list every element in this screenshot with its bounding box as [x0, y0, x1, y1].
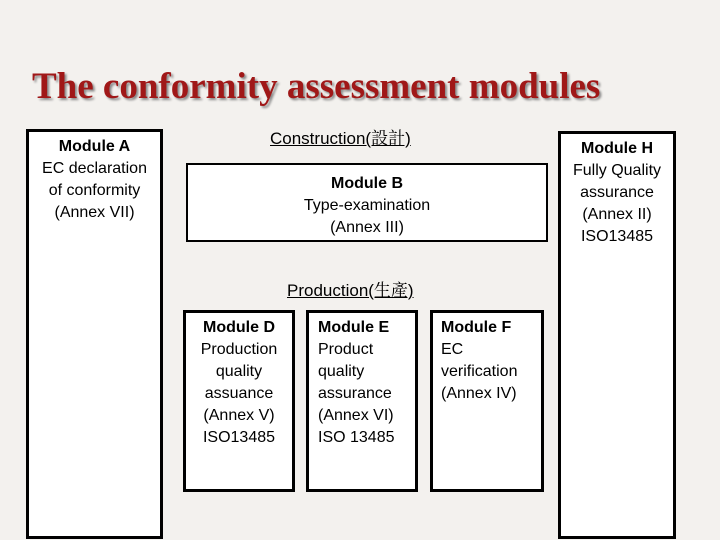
module-e-box: [306, 310, 418, 492]
module-d-line: (Annex V): [203, 407, 275, 424]
module-a-box: [26, 129, 163, 539]
module-d-line: ISO13485: [202, 429, 276, 446]
module-f-line: (Annex IV): [441, 385, 517, 402]
module-e-line: ISO 13485: [318, 429, 395, 446]
module-e-line: (Annex VI): [318, 407, 394, 424]
module-a-line: (Annex VII): [54, 204, 135, 221]
module-f-line: EC: [441, 341, 464, 358]
construction-heading: Construction(設計): [270, 129, 411, 148]
module-h-line: assurance: [580, 184, 654, 201]
module-h-name: Module H: [581, 140, 653, 157]
module-f-box: [430, 310, 544, 492]
module-e-line: assurance: [318, 385, 392, 402]
production-heading: Production(生產): [287, 281, 414, 300]
module-d-box: [183, 310, 295, 492]
module-a-line: EC declaration: [42, 160, 147, 177]
module-a-name: Module A: [58, 138, 131, 155]
slide-title: The conformity assessment modules: [32, 66, 601, 107]
module-b-line: (Annex III): [330, 219, 404, 236]
module-b-name: Module B: [331, 175, 403, 192]
module-d-line: assuance: [204, 385, 274, 402]
module-e-name: Module E: [318, 319, 390, 336]
module-b-line: Type-examination: [303, 197, 431, 214]
module-d-line: quality: [215, 363, 263, 380]
module-e-line: Product: [318, 341, 374, 358]
module-b-box: [186, 163, 548, 242]
module-e-line: quality: [318, 363, 365, 380]
module-d-line: Production: [200, 341, 278, 358]
module-f-line: verification: [441, 363, 518, 380]
module-h-line: (Annex II): [582, 206, 652, 223]
module-h-line: ISO13485: [580, 228, 654, 245]
module-h-box: [558, 131, 676, 539]
module-h-line: Fully Quality: [572, 162, 662, 179]
module-a-line: of conformity: [48, 182, 141, 199]
module-f-name: Module F: [441, 319, 512, 336]
module-d-name: Module D: [203, 319, 275, 336]
